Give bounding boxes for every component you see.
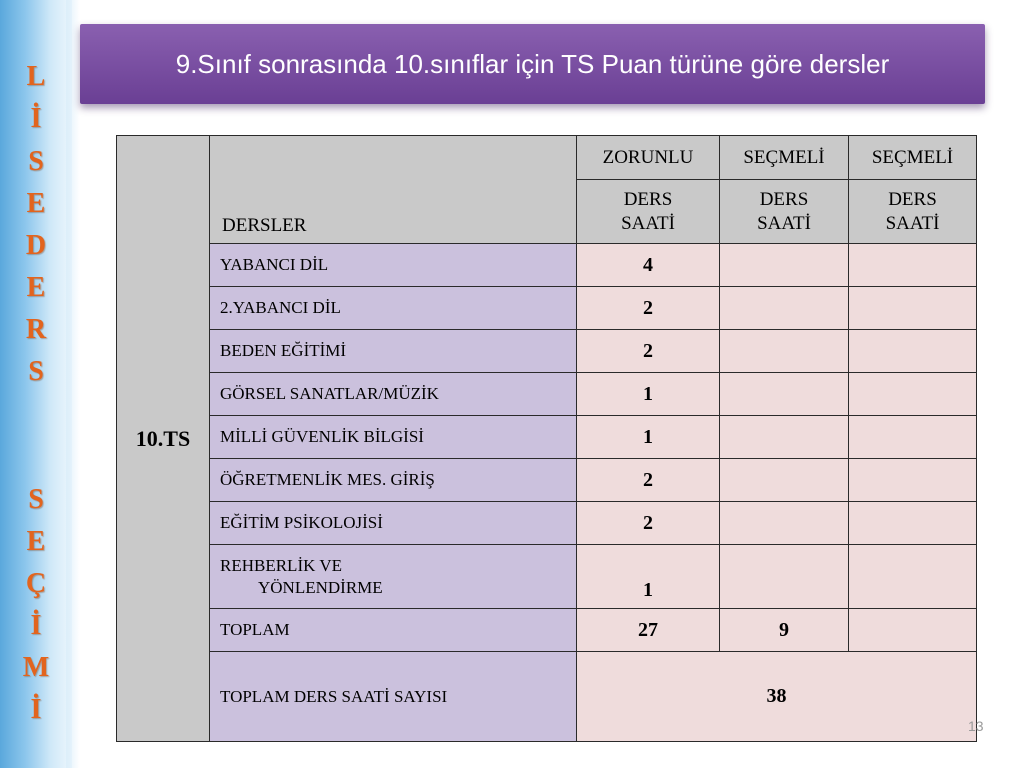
secmeli-2-cell — [849, 459, 977, 502]
secmeli-1-cell — [720, 244, 849, 287]
toplam-secmeli-1: 9 — [720, 609, 849, 652]
secmeli-2-cell — [849, 502, 977, 545]
table-row — [117, 416, 977, 459]
course-table — [116, 135, 977, 742]
header-secmeli-2: SEÇMELİ — [849, 136, 977, 180]
table-row — [117, 244, 977, 287]
sidebar-letter: E — [26, 272, 46, 303]
title-bar — [80, 24, 985, 104]
subject-cell: EĞİTİM PSİKOLOJİSİ — [210, 502, 577, 545]
subject-cell: YABANCI DİL — [210, 244, 577, 287]
page-number: 13 — [968, 718, 984, 734]
subject-cell: ÖĞRETMENLİK MES. GİRİŞ — [210, 459, 577, 502]
zorunlu-cell: 4 — [577, 244, 720, 287]
table-row — [117, 502, 977, 545]
sidebar-letter: Ç — [25, 568, 47, 599]
subheader-ders-saati-2: DERS SAATİ — [720, 180, 849, 244]
secmeli-2-cell — [849, 244, 977, 287]
zorunlu-cell: 2 — [577, 502, 720, 545]
table-row — [117, 459, 977, 502]
secmeli-1-cell — [720, 330, 849, 373]
group-label: 10.TS — [117, 136, 210, 742]
secmeli-2-cell — [849, 287, 977, 330]
zorunlu-cell: 1 — [577, 373, 720, 416]
subheader-ders-saati-1: DERS SAATİ — [577, 180, 720, 244]
subject-cell: BEDEN EĞİTİMİ — [210, 330, 577, 373]
secmeli-2-cell — [849, 373, 977, 416]
secmeli-1-cell — [720, 287, 849, 330]
toplam-secmeli-2 — [849, 609, 977, 652]
subject-cell: 2.YABANCI DİL — [210, 287, 577, 330]
slide-title: 9.Sınıf sonrasında 10.sınıflar için TS Puan türüne göre dersler — [175, 48, 890, 79]
header-secmeli-1: SEÇMELİ — [720, 136, 849, 180]
secmeli-1-cell — [720, 545, 849, 609]
table-row-toplam — [117, 609, 977, 652]
sidebar-letter: E — [26, 188, 46, 219]
sidebar-letter: E — [26, 526, 46, 557]
sidebar-letter: M — [22, 652, 50, 683]
sidebar-letter: R — [25, 314, 47, 345]
sidebar-letter: L — [26, 61, 46, 92]
header-zorunlu: ZORUNLU — [577, 136, 720, 180]
subject-cell: MİLLİ GÜVENLİK BİLGİSİ — [210, 416, 577, 459]
sidebar-letter: İ — [30, 610, 42, 641]
secmeli-2-cell — [849, 416, 977, 459]
sidebar-letter: S — [28, 356, 44, 387]
table-row — [117, 373, 977, 416]
sidebar-letter: İ — [30, 103, 42, 134]
secmeli-1-cell — [720, 502, 849, 545]
sidebar-letter: S — [28, 484, 44, 515]
table-row-rehberlik — [117, 545, 977, 609]
table-row-toplam-ders — [117, 652, 977, 742]
sidebar-letter: S — [28, 146, 44, 177]
zorunlu-cell: 2 — [577, 459, 720, 502]
table-row — [117, 287, 977, 330]
sidebar-letter: D — [25, 230, 47, 261]
secmeli-2-cell — [849, 545, 977, 609]
subject-cell-rehberlik: REHBERLİK VE YÖNLENDİRME — [210, 545, 577, 609]
sidebar-letter: İ — [30, 694, 42, 725]
toplam-label: TOPLAM — [210, 609, 577, 652]
toplam-zorunlu: 27 — [577, 609, 720, 652]
secmeli-1-cell — [720, 373, 849, 416]
zorunlu-cell: 2 — [577, 330, 720, 373]
zorunlu-cell: 1 — [577, 545, 720, 609]
zorunlu-cell: 1 — [577, 416, 720, 459]
zorunlu-cell: 2 — [577, 287, 720, 330]
table-row — [117, 330, 977, 373]
toplam-ders-label: TOPLAM DERS SAATİ SAYISI — [210, 652, 577, 742]
dersler-header: DERSLER — [210, 136, 577, 244]
secmeli-1-cell — [720, 459, 849, 502]
toplam-ders-value: 38 — [577, 652, 977, 742]
subheader-ders-saati-3: DERS SAATİ — [849, 180, 977, 244]
subject-cell: GÖRSEL SANATLAR/MÜZİK — [210, 373, 577, 416]
secmeli-1-cell — [720, 416, 849, 459]
secmeli-2-cell — [849, 330, 977, 373]
